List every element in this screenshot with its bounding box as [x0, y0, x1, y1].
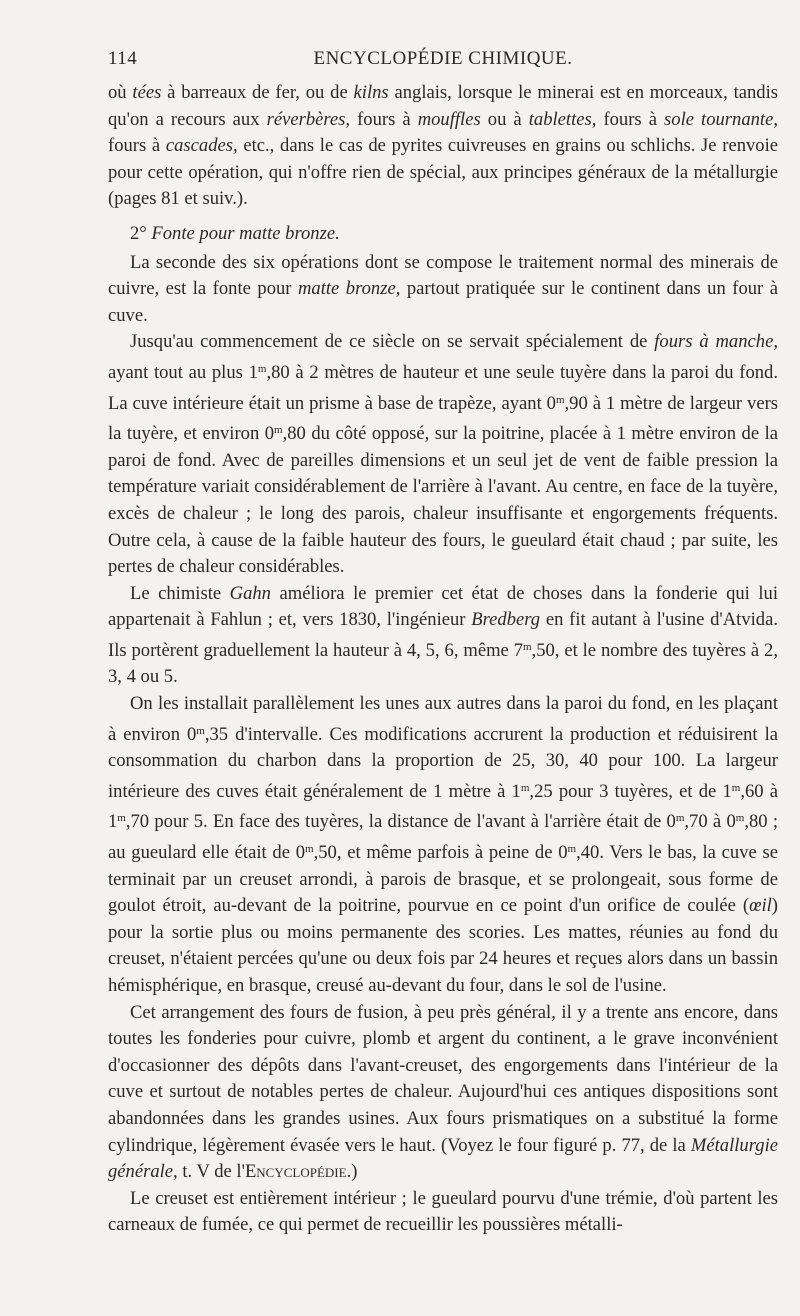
section-number: 2° — [130, 222, 152, 244]
page-body — [108, 80, 778, 1239]
paragraph-continuation: où tées à barreaux de fer, ou de kilns anglais, lorsque le minerai est en morceaux, tandis qu'on a recours aux réverbères, fours à mouffles ou à tablettes, fours à sole tournante, fours à cascades, etc., dans le cas de pyrites cuivreuses en grains ou schlichs. Je renvoie pour cette opération, qui n'offre rien de spécial, aux principes généraux de la métallurgie (pages 81 et suiv.). — [108, 82, 779, 210]
page-header — [108, 48, 778, 74]
running-title: ENCYCLOPÉDIE CHIMIQUE. — [313, 48, 573, 69]
page-number: 114 — [108, 48, 138, 69]
paragraph: On les installait parallèlement les unes aux autres dans la paroi du fond, en les plaçant à environ 0$^m$,35 d'intervalle. Ces modifications accrurent la production et réduisirent la consommation du charbon dans la proportion de 25, 30, 40 pour 100. La largeur intérieure des cuves était généralement de 1 mètre à 1$^m$,25 pour 3 tuyères, et de 1$^m$,60 à 1$^m$,70 pour 5. En face des tuyères, la distance de l'avant à l'arrière était de 0$^m$,70 à 0$^m$,80 ; au gueulard elle était de 0$^m$,50, et même parfois à peine de 0$^m$,40. Vers le bas, la cuve se terminait par un creuset arrondi, à parois de brasque, et se prolongeait, sous forme de goulot étroit, au-devant de la poitrine, pourvue en ce point d'un orifice de coulée (œil) pour la sortie plus ou moins permanente des scories. Les mattes, réunies au fond du creuset, n'étaient percées qu'une ou deux fois par 24 heures et reçues alors dans un bassin hémisphérique, en brasque, creusé au-devant du four, dans le sol de l'usine. — [108, 693, 779, 996]
paragraph: Le chimiste Gahn améliora le premier cet état de choses dans la fonderie qui lui appartenait à Fahlun ; et, vers 1830, l'ingénieur Bredberg en fit autant à l'usine d'Atvida. Ils portèrent graduellement la hauteur à 4, 5, 6, même 7$^m$,50, et le nombre des tuyères à 2, 3, 4 ou 5. — [108, 582, 779, 688]
paragraph: La seconde des six opérations dont se compose le traitement normal des minerais de cuivre, est la fonte pour matte bronze, partout pratiquée sur le continent dans un four à cuve. — [108, 251, 778, 326]
section-title: Fonte pour matte bronze. — [151, 222, 340, 244]
paragraph: Jusqu'au commencement de ce siècle on se servait spécialement de fours à manche, ayant tout au plus 1$^m$,80 à 2 mètres de hauteur et une seule tuyère dans la paroi du fond. La cuve intérieure était un prisme à base de trapèze, ayant 0$^m$,90 à 1 mètre de largeur vers la tuyère, et environ 0$^m$,80 du côté opposé, sur la poitrine, placée à 1 mètre environ de la paroi de fond. Avec de pareilles dimensions et un seul jet de vent de faible pression la température variait considérablement de l'arrière à l'avant. Au centre, en face de la tuyère, excès de chaleur ; le long des parois, chaleur insuffisante et engorgements fréquents. Outre cela, à cause de la faible hauteur des fours, le gueulard était chaud ; par suite, les pertes de chaleur considérables. — [108, 331, 778, 578]
paragraph: Le creuset est entièrement intérieur ; le gueulard pourvu d'une trémie, d'où partent les carneaux de fumée, ce qui permet de recueillir les poussières métalli- — [108, 1187, 778, 1236]
paragraph: Cet arrangement des fours de fusion, à peu près général, il y a trente ans encore, dans toutes les fonderies pour cuivre, plomb et argent du continent, a le grave inconvénient d'occasionner des dépôts dans l'avant-creuset, des engorgements dans l'intérieur de la cuve et surtout de notables pertes de chaleur. Aujourd'hui ces antiques dispositions sont abandonnées dans les grandes usines. Aux fours prismatiques on a substitué la forme cylindrique, légèrement évasée vers le haut. (Voyez le four figuré p. 77, de la Métallurgie générale, t. V de l'Encyclopédie.) — [108, 1001, 778, 1183]
section-heading — [108, 221, 778, 248]
